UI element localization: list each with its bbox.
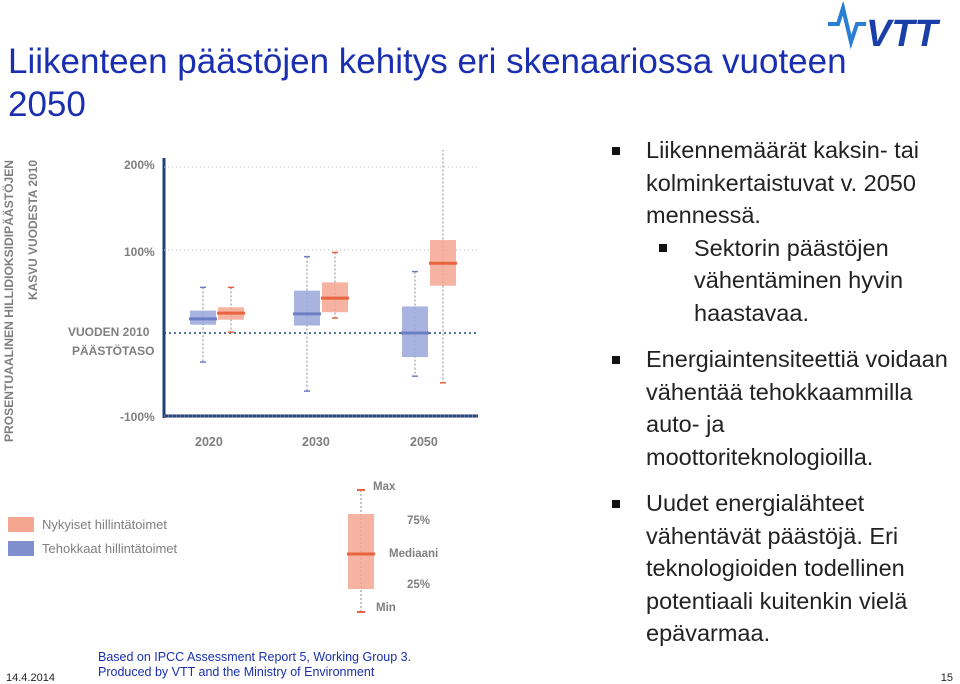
legend-label-nykyiset: Nykyiset hillintätoimet <box>42 517 167 532</box>
bullet-list <box>610 134 955 650</box>
y-tick-200: 200% <box>124 158 155 172</box>
x-tick-2050: 2050 <box>410 435 438 449</box>
baseline-label-line2: PÄÄSTÖTASO <box>72 344 155 358</box>
y-axis-title-line2: KASVU VUODESTA 2010 <box>28 165 40 300</box>
bullet-square-icon <box>612 147 620 155</box>
legend-swatch-nykyiset <box>8 517 34 532</box>
x-tick-2030: 2030 <box>302 435 330 449</box>
vtt-logo-wave <box>828 8 866 42</box>
key-label-median: Mediaani <box>389 548 439 560</box>
y-tick-100: 100% <box>124 245 155 259</box>
legend-and-key <box>0 472 600 622</box>
y-axis-title-line1: PROSENTUAALINEN HILLIDIOKSIDIPÄÄSTÖJEN <box>4 173 16 442</box>
key-box <box>348 514 374 589</box>
page-number: 15 <box>940 672 953 684</box>
key-label-max: Max <box>373 481 396 493</box>
boxplot-chart <box>0 150 600 460</box>
bullet-square-icon <box>612 500 620 508</box>
bullet-item-3: Uudet energialähteet vähentävät päästöjä. Eri teknologioiden todellinen potentiaali kuitenkin vielä epävarmaa. <box>610 487 955 650</box>
bullet-item-2: Energiaintensiteettiä voidaan vähentää tehokkaammilla auto- ja moottoriteknologioilla. <box>610 343 955 473</box>
vtt-logo-text: VTT <box>866 13 938 50</box>
bullet-square-icon <box>612 356 620 364</box>
key-label-75: 75% <box>407 515 431 527</box>
baseline-label-line1: VUODEN 2010 <box>68 325 150 339</box>
key-label-25: 25% <box>407 579 431 591</box>
bullet-square-icon <box>659 244 667 252</box>
box-tehokkaat-2030 <box>294 291 320 326</box>
source-note: Based on IPCC Assessment Report 5, Working Group 3. Produced by VTT and the Ministry of Environment <box>98 650 412 679</box>
vtt-logo <box>826 2 958 50</box>
grid <box>164 167 478 416</box>
bullet-item-1: Liikennemäärät kaksin- tai kolminkertaistuvat v. 2050 mennessä. <box>610 134 955 232</box>
y-tick-minus100: -100% <box>120 410 155 424</box>
page-title: Liikenteen päästöjen kehitys eri skenaariossa vuoteen 2050 <box>8 42 847 124</box>
legend-swatch-tehokkaat <box>8 541 34 556</box>
x-tick-2020: 2020 <box>195 435 223 449</box>
slide-date: 14.4.2014 <box>6 672 55 684</box>
key-label-min: Min <box>376 602 396 614</box>
bullet-subitem-1: Sektorin päästöjen vähentäminen hyvin haastavaa. <box>610 232 955 330</box>
legend-label-tehokkaat: Tehokkaat hillintätoimet <box>42 541 178 556</box>
